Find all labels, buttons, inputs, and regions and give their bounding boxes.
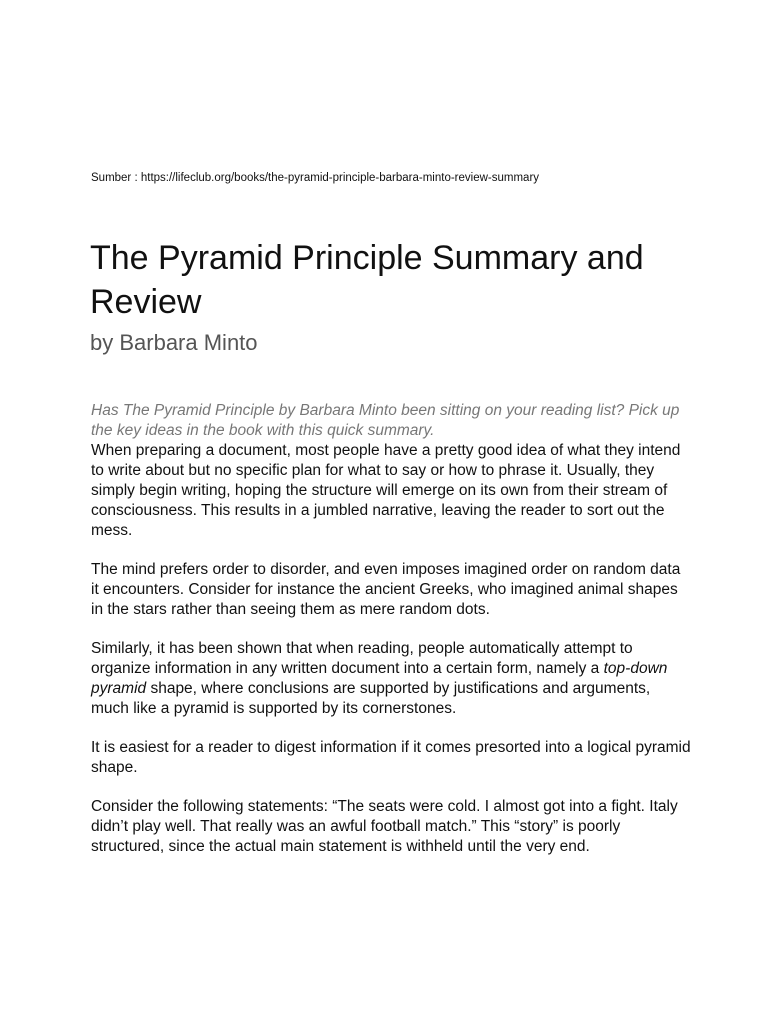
paragraph-4: It is easiest for a reader to digest information if it comes presorted into a logical pyramid shape. — [91, 739, 691, 776]
paragraph-1: When preparing a document, most people have a pretty good idea of what they intend to write about but no specific plan for what to say or how to phrase it. Usually, they simply begin writing, hoping the structure will emerge on its own from their stream of consciousness. This results in a jumbled narrative, leaving the reader to sort out the mess. — [91, 442, 681, 539]
intro-text: Has The Pyramid Principle by Barbara Minto been sitting on your reading list? Pick up the key ideas in the book with this quick summary. — [91, 402, 680, 439]
paragraph-2: The mind prefers order to disorder, and even imposes imagined order on random data it encounters. Consider for instance the ancient Greeks, who imagined animal shapes in the stars rather than seeing them as mere random dots. — [91, 561, 681, 618]
paragraph-5: Consider the following statements: “The seats were cold. I almost got into a fight. Italy didn’t play well. That really was an awful football match.” This “story” is poorly structured, since the actual main statement is withheld until the very end. — [91, 798, 678, 855]
author-line: by Barbara Minto — [90, 330, 258, 355]
document-title: The Pyramid Principle Summary and Review — [90, 239, 644, 321]
paragraph-3 — [91, 639, 691, 719]
paragraph-3-text-end: shape, where conclusions are supported by justifications and arguments, much like a pyramid is supported by its cornerstones. — [91, 680, 651, 717]
paragraph-3-emphasis: top-down pyramid — [91, 660, 668, 697]
document-body — [91, 401, 691, 876]
source-line: Sumber : https://lifeclub.org/books/the-pyramid-principle-barbara-minto-review-summary — [91, 172, 540, 184]
paragraph-3-text-start: Similarly, it has been shown that when reading, people automatically attempt to organize information in any written document into a certain form, namely a — [91, 640, 633, 677]
